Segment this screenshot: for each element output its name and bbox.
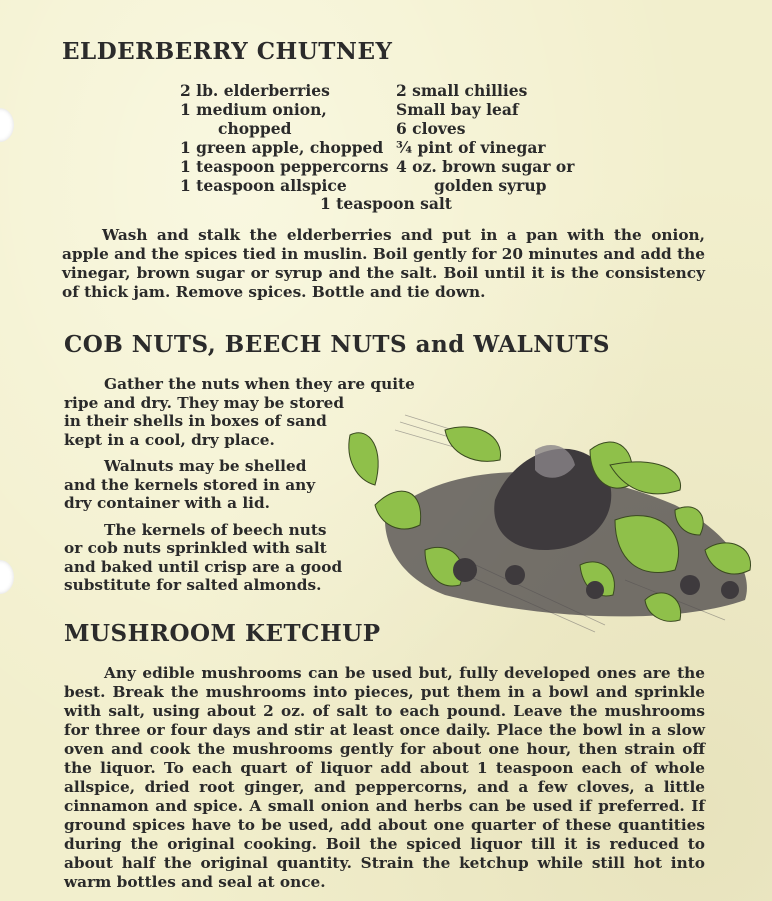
text-line: and baked until crisp are a good — [64, 557, 343, 576]
ingredient: 1 teaspoon allspice — [180, 176, 347, 195]
ingredient: 1 teaspoon salt — [320, 194, 452, 213]
elderberry-title: ELDERBERRY CHUTNEY — [62, 38, 393, 65]
nuts-and-leaves-illustration — [345, 410, 770, 645]
text-line: or cob nuts sprinkled with salt — [64, 539, 327, 557]
text-line: kept in a cool, dry place. — [64, 430, 275, 449]
text-line: The kernels of beech nuts — [104, 520, 327, 539]
ingredient: 2 lb. elderberries — [180, 81, 330, 100]
ingredient: 4 oz. brown sugar or — [396, 157, 575, 176]
ingredient: ¾ pint of vinegar — [396, 138, 546, 157]
nuts-title: COB NUTS, BEECH NUTS and WALNUTS — [64, 331, 611, 358]
mushroom-method: Any edible mushrooms can be used but, fully developed ones are the best. Break the mushrooms into pieces, put them in a bowl and sprinkle with salt, using about 2 oz. of salt to each pound. Leave the mushrooms for three or four days and stir at least once daily. Place the bowl in a slow oven and cook the mushrooms gently for about one hour, then strain off the liquor. To each quart of liquor add about 1 teaspoon each of whole allspice, dried root ginger, and peppercorns, and a few cloves, a little cinnamon and spice. A small onion and herbs can be used if preferred. If ground spices have to be used, add about one quarter of these quantities during the original cooking. Boil the spiced liquor till it is reduced to about half the original quantity. Strain the ketchup while still hot into warm bottles and seal at once. — [64, 664, 705, 891]
text-line: ripe and dry. They may be stored — [64, 393, 345, 412]
ingredient: 1 green apple, chopped — [180, 138, 384, 157]
ingredient: Small bay leaf — [396, 100, 519, 119]
text-line: and the kernels stored in any — [64, 475, 316, 494]
ingredient: 6 cloves — [396, 119, 466, 138]
text-line: in their shells in boxes of sand — [64, 412, 327, 430]
text-line: Walnuts may be shelled — [104, 457, 307, 475]
text-line: substitute for salted almonds. — [64, 576, 322, 594]
ingredient: chopped — [218, 119, 292, 138]
ingredient: 1 medium onion, — [180, 100, 327, 119]
mushroom-title: MUSHROOM KETCHUP — [64, 620, 381, 647]
ingredient: 1 teaspoon peppercorns — [180, 157, 389, 176]
ingredient: golden syrup — [434, 176, 547, 195]
punch-hole — [0, 108, 14, 142]
punch-hole — [0, 560, 14, 594]
elderberry-ingredients-right — [396, 81, 574, 195]
elderberry-ingredients-left — [180, 81, 389, 195]
ingredient: 2 small chillies — [396, 81, 528, 100]
elderberry-method: Wash and stalk the elderberries and put in a pan with the onion, apple and the spices tied in muslin. Boil gently for 20 minutes and add the vinegar, brown sugar or syrup and the salt. Boil until it is the consistency of thick jam. Remove spices. Bottle and tie down. — [62, 226, 705, 301]
text-line: dry container with a lid. — [64, 494, 271, 512]
text-line: Gather the nuts when they are quite — [104, 375, 415, 393]
